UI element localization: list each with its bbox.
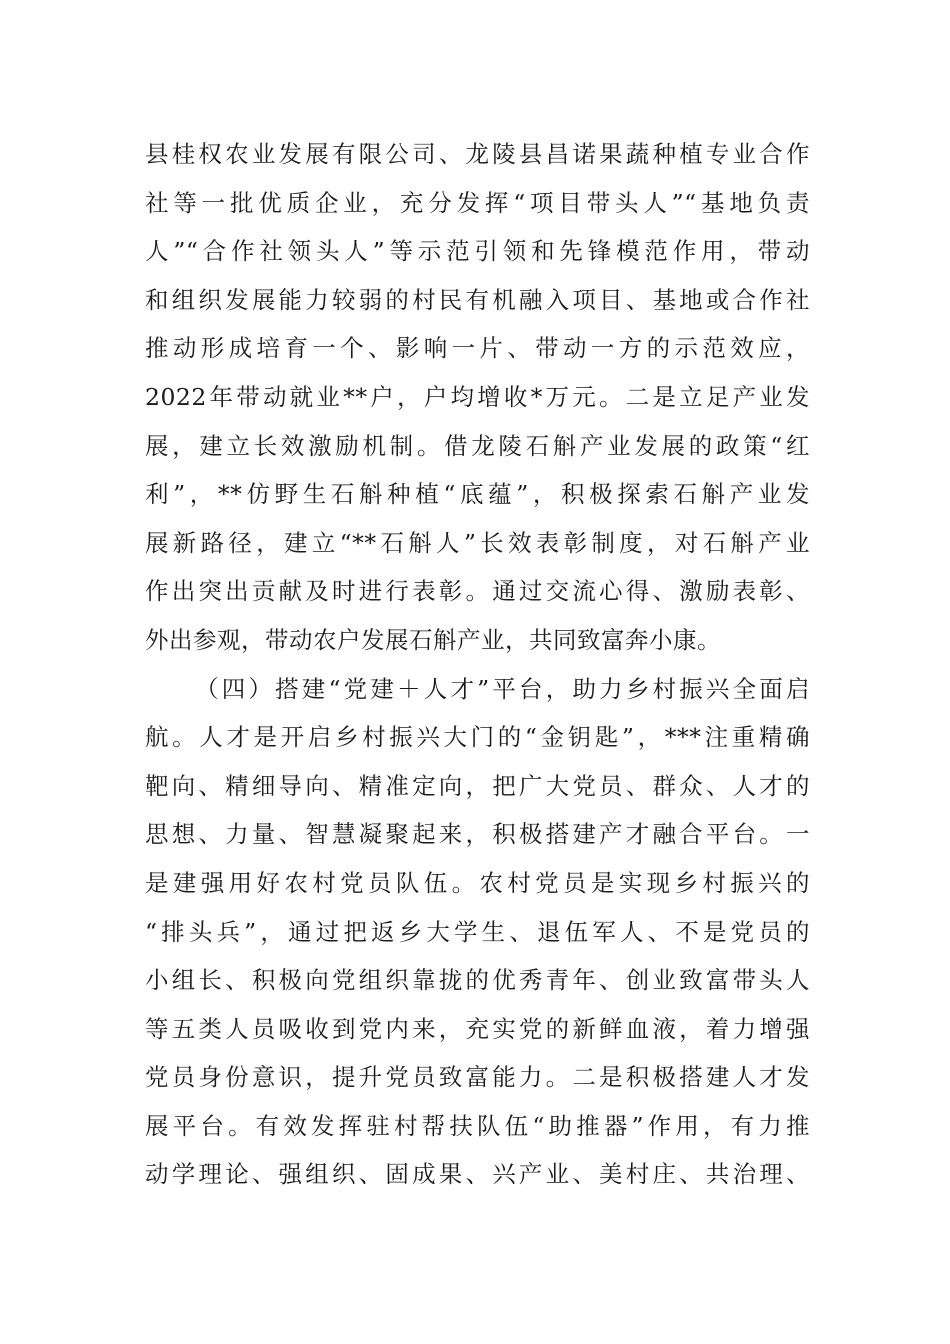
text-line-19: 等五类人员吸收到党内来，充实党的新鲜血液，着力增强 (145, 1014, 810, 1043)
text-line-9: 展新路径，建立“**石斛人”长效表彰制度，对石斛产业 (145, 528, 810, 557)
text-line-7: 展，建立长效激励机制。借龙陵石斛产业发展的政策“红 (145, 431, 810, 460)
text-line-6: 2022年带动就业**户，户均增收*万元。二是立足产业发 (145, 382, 810, 411)
text-line-20: 党员身份意识，提升党员致富能力。二是积极搭建人才发 (145, 1063, 810, 1092)
document-body (145, 130, 810, 1199)
text-line-21: 展平台。有效发挥驻村帮扶队伍“助推器”作用，有力推 (145, 1111, 810, 1140)
text-line-22: 动学理论、强组织、固成果、兴产业、美村庄、共治理、 (145, 1160, 810, 1189)
text-line-3: 人”“合作社领头人”等示范引领和先锋模范作用，带动 (145, 237, 810, 266)
text-line-5: 推动形成培育一个、影响一片、带动一方的示范效应， (145, 334, 810, 363)
text-line-8: 利”，**仿野生石斛种植“底蕴”，积极探索石斛产业发 (145, 480, 810, 509)
text-line-13: 航。人才是开启乡村振兴大门的“金钥匙”，***注重精确 (145, 723, 810, 752)
text-line-17: “排头兵”，通过把返乡大学生、退伍军人、不是党员的 (145, 917, 810, 946)
text-line-16: 是建强用好农村党员队伍。农村党员是实现乡村振兴的 (145, 868, 810, 897)
text-line-2: 社等一批优质企业，充分发挥“项目带头人”“基地负责 (145, 188, 810, 217)
text-line-1: 县桂权农业发展有限公司、龙陵县昌诺果蔬种植专业合作 (145, 140, 810, 168)
text-line-18: 小组长、积极向党组织靠拢的优秀青年、创业致富带头人 (145, 966, 810, 995)
section-heading-line: （四）搭建“党建＋人才”平台，助力乡村振兴全面启 (195, 674, 810, 703)
text-line-4: 和组织发展能力较弱的村民有机融入项目、基地或合作社 (145, 285, 810, 314)
text-line-11: 外出参观，带动农户发展石斛产业，共同致富奔小康。 (145, 625, 721, 654)
text-line-15: 思想、力量、智慧凝聚起来，积极搭建产才融合平台。一 (145, 820, 810, 849)
text-line-10: 作出突出贡献及时进行表彰。通过交流心得、激励表彰、 (145, 577, 810, 606)
text-line-14: 靶向、精细导向、精准定向，把广大党员、群众、人才的 (145, 771, 810, 800)
